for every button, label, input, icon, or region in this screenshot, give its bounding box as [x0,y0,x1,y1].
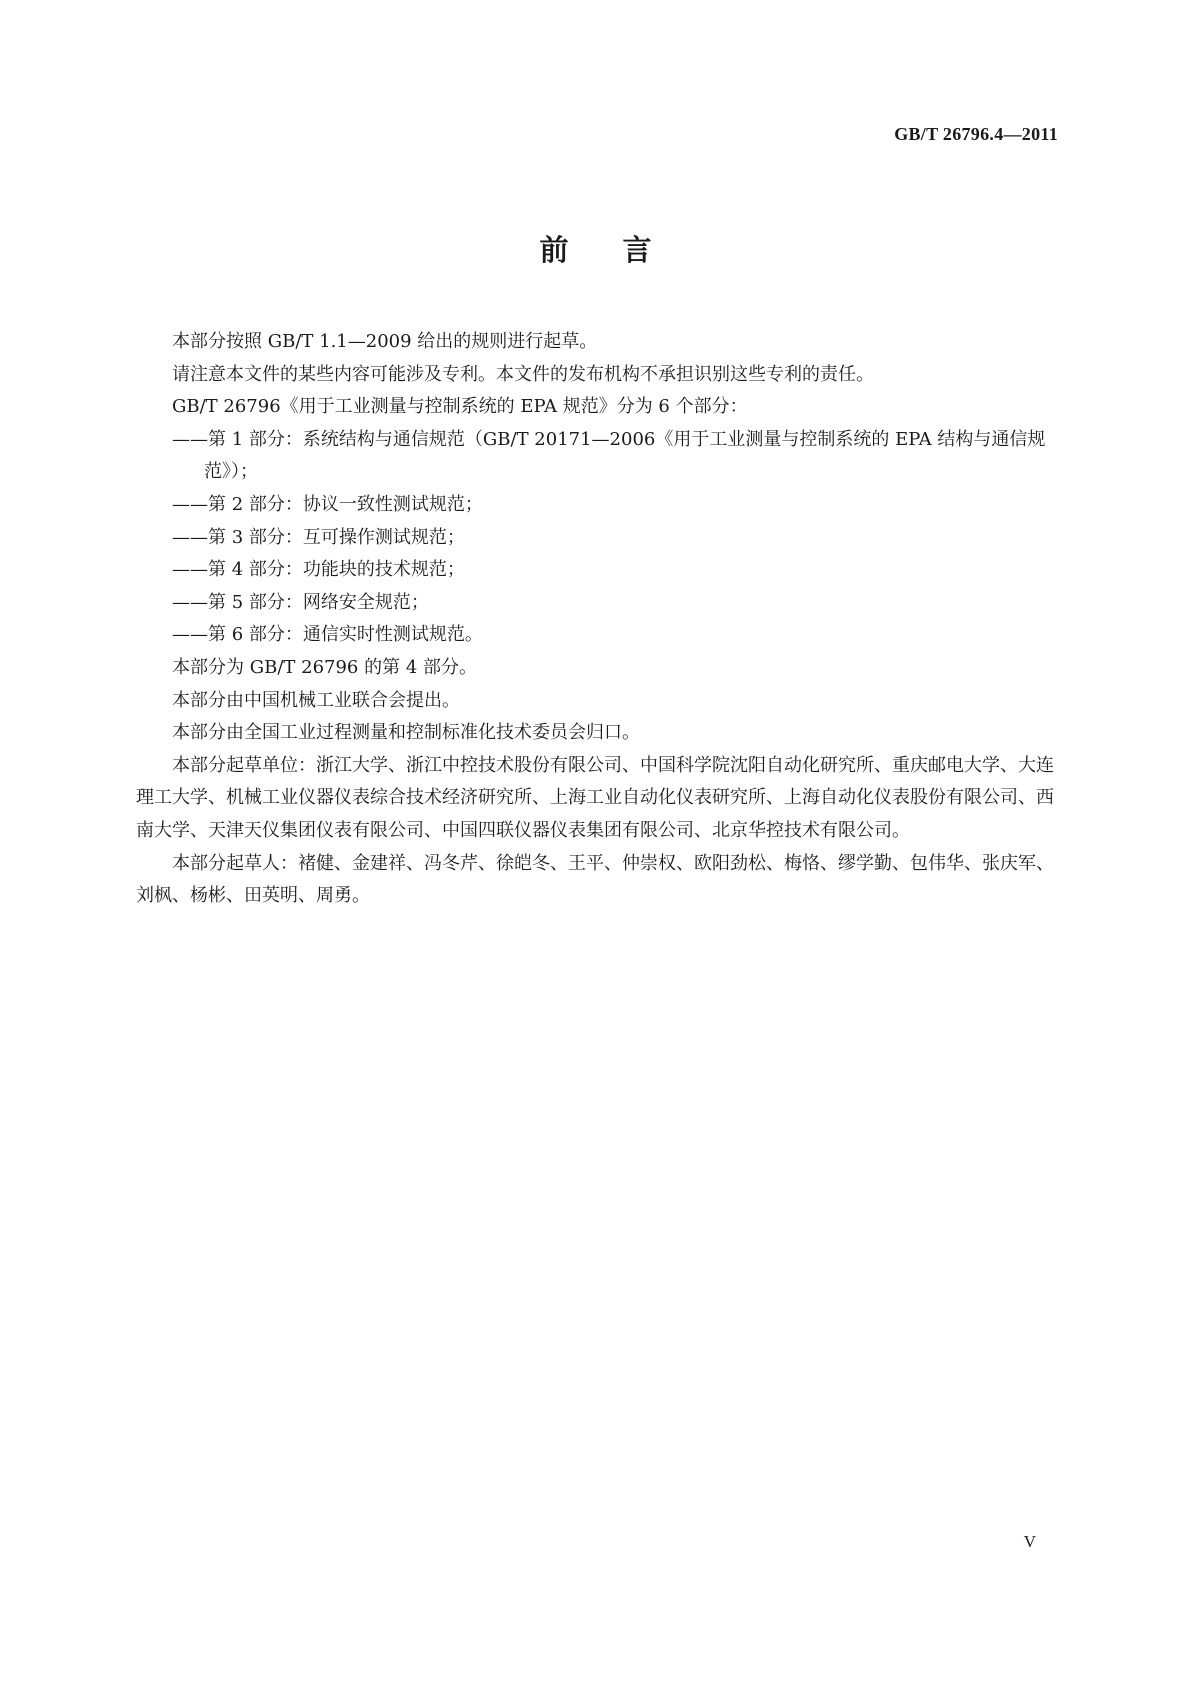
list-item: ——第 4 部分：功能块的技术规范； [172,559,465,581]
paragraph-drafters: 本部分起草人：褚健、金建祥、冯冬芹、徐皑冬、王平、仲崇权、欧阳劲松、梅恪、缪学勤、包伟华、张庆军、刘枫、杨彬、田英明、周勇。 [136,852,1054,907]
paragraph-parts-intro: GB/T 26796《用于工业测量与控制系统的 EPA 规范》分为 6 个部分： [172,396,748,418]
paragraph-drafting-rules: 本部分按照 GB/T 1.1—2009 给出的规则进行起草。 [172,331,598,352]
list-item: ——第 6 部分：通信实时性测试规范。 [172,624,483,646]
paragraph-part-number: 本部分为 GB/T 26796 的第 4 部分。 [172,656,477,678]
paragraph-patent-notice: 请注意本文件的某些内容可能涉及专利。本文件的发布机构不承担识别这些专利的责任。 [172,363,874,385]
paragraph-centralized-by: 本部分由全国工业过程测量和控制标准化技术委员会归口。 [172,722,640,744]
page-title: 前言 [539,233,706,267]
parts-list [136,424,1054,652]
list-item: ——第 2 部分：协议一致性测试规范； [172,493,483,515]
list-item: ——第 1 部分：系统结构与通信规范（GB/T 20171—2006《用于工业测量与控制系统的 EPA 结构与通信规范》）； [172,428,1046,483]
paragraph-proposed-by: 本部分由中国机械工业联合会提出。 [172,689,460,711]
document-body [136,326,1054,913]
page-number: V [1023,1532,1036,1551]
paragraph-drafting-units: 本部分起草单位：浙江大学、浙江中控技术股份有限公司、中国科学院沈阳自动化研究所、重庆邮电大学、大连理工大学、机械工业仪器仪表综合技术经济研究所、上海工业自动化仪表研究所、上海自动化仪表股份有限公司、西南大学、天津天仪集团仪表有限公司、中国四联仪器仪表集团有限公司、北京华控技术有限公司。 [136,754,1054,841]
list-item: ——第 3 部分：互可操作测试规范； [172,526,465,548]
list-item: ——第 5 部分：网络安全规范； [172,591,429,613]
standard-code: GB/T 26796.4—2011 [894,124,1058,144]
